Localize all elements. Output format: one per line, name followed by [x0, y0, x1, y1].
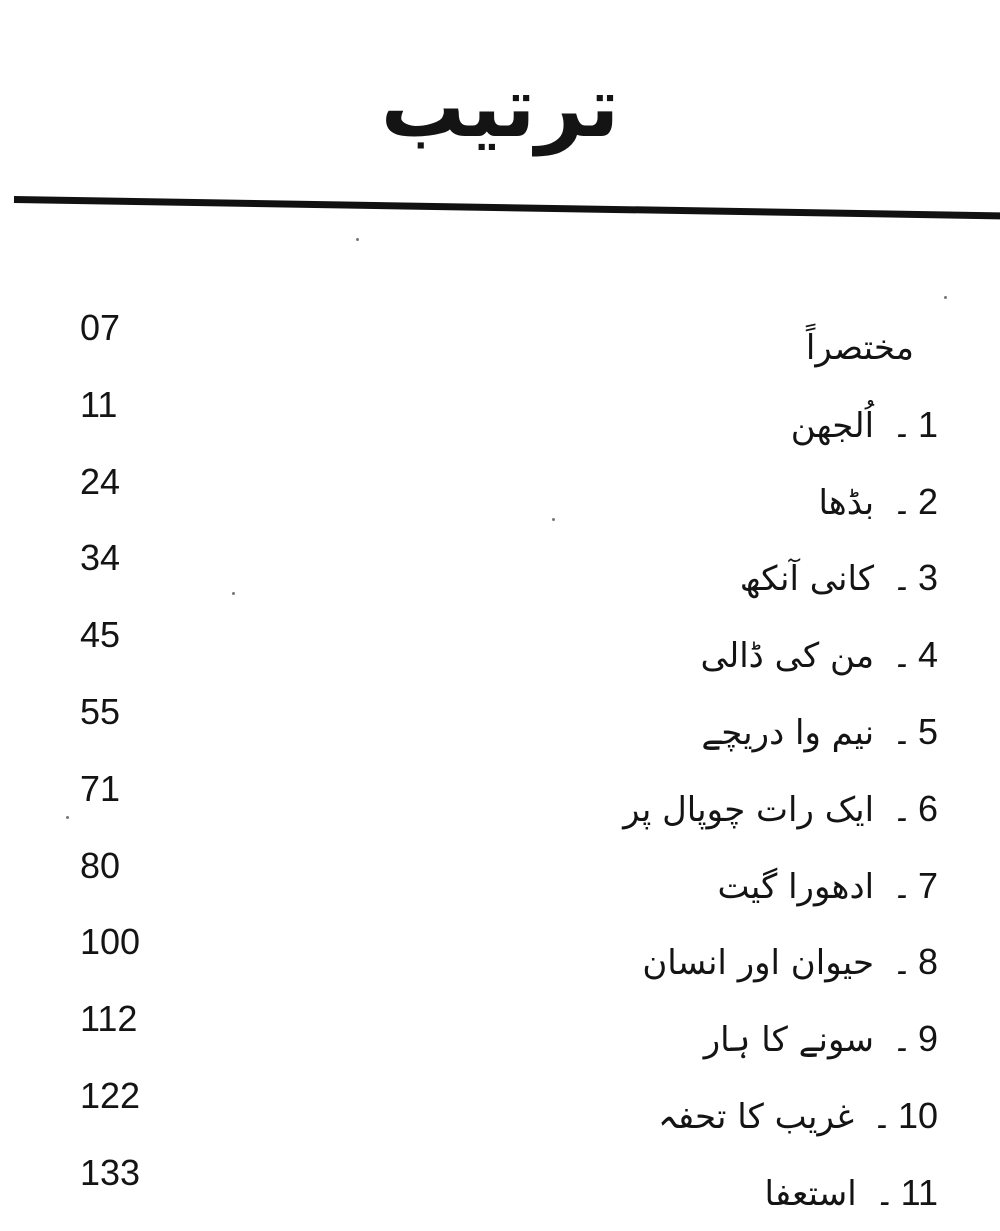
toc-entry-number: 5: [917, 710, 938, 752]
toc-entry: [806, 322, 938, 374]
toc-row: [0, 379, 1000, 456]
toc-entry-separator: ۔: [892, 1020, 912, 1061]
toc-entry-number: 9: [917, 1018, 938, 1060]
toc-entry-number: 3: [917, 557, 938, 599]
toc-entry-number: 2: [917, 480, 938, 522]
scan-speck: [232, 592, 235, 595]
toc-entry-title: استعفا: [764, 1173, 857, 1214]
toc-entry-separator: ۔: [892, 482, 912, 523]
toc-row: [0, 916, 1000, 993]
toc-row: [0, 456, 1000, 533]
toc-entry-separator: ۔: [872, 1096, 892, 1137]
scan-speck: [66, 816, 69, 819]
toc-entry-title: ایک رات چوپال پر: [623, 789, 875, 830]
toc-row: [0, 1147, 1000, 1224]
toc-entry-title: من کی ڈالی: [700, 636, 875, 677]
toc-entry: [765, 1167, 938, 1220]
toc-entry: [717, 860, 938, 913]
toc-entry: [701, 629, 938, 682]
scan-speck: [944, 296, 947, 299]
title-divider: [14, 196, 1000, 219]
toc-entry: [740, 552, 938, 605]
toc-entry-number: 8: [917, 941, 938, 983]
toc-row: [0, 686, 1000, 763]
toc-page-number: 71: [80, 767, 121, 809]
toc-entry-separator: ۔: [892, 712, 912, 753]
toc-page-number: 07: [80, 307, 121, 348]
toc-entry: [658, 1090, 938, 1143]
toc-entry: [704, 1013, 938, 1066]
toc-entry-number: 11: [900, 1171, 938, 1213]
toc-row: [0, 1070, 1000, 1147]
toc-page-number: 34: [80, 537, 121, 579]
toc-page-number: 100: [80, 921, 141, 963]
toc-entry-title: بڈھا: [818, 482, 875, 523]
toc-page-number: 24: [80, 460, 121, 502]
toc-page-number: 11: [80, 383, 118, 425]
toc-row: [0, 532, 1000, 609]
toc-entry-separator: ۔: [892, 636, 912, 677]
toc-entry-title: مختصراً: [805, 328, 914, 368]
toc-entry-separator: ۔: [892, 866, 912, 907]
toc-entry: [818, 476, 938, 529]
toc-entry-separator: ۔: [874, 1173, 895, 1214]
toc-row: [0, 609, 1000, 686]
toc-entry-title: ادھورا گیت: [717, 866, 875, 907]
toc-entry: [791, 399, 938, 452]
toc-entry-title: نیم وا دریچے: [701, 712, 875, 753]
toc-entry: [623, 783, 938, 836]
toc-entry-number: 1: [917, 403, 938, 445]
toc-page-number: 133: [80, 1151, 141, 1193]
toc-entry-number: 10: [897, 1094, 938, 1136]
toc-entry-number: 6: [917, 787, 938, 829]
toc-page-number: 80: [80, 844, 121, 886]
toc-entry-title: سونے کا ہار: [703, 1020, 875, 1061]
toc-page-number: 55: [80, 690, 121, 732]
toc-row: [0, 302, 1000, 379]
toc-page-number: 122: [80, 1074, 141, 1116]
toc-row: [0, 993, 1000, 1070]
toc-entry: [701, 706, 938, 759]
toc-entry-number: 4: [917, 634, 938, 676]
toc-row: [0, 840, 1000, 917]
table-of-contents: [0, 302, 1000, 1224]
page-title: ترتیب: [380, 58, 620, 156]
toc-row: [0, 763, 1000, 840]
toc-entry-number: 7: [917, 864, 938, 906]
toc-entry-title: غریب کا تحفہ: [657, 1096, 855, 1137]
toc-page-number: 45: [80, 614, 121, 656]
toc-entry-title: حیوان اور انسان: [642, 943, 875, 984]
toc-entry-title: اُلجھن: [790, 405, 875, 446]
toc-entry-separator: ۔: [892, 405, 912, 446]
toc-entry-separator: ۔: [892, 559, 912, 600]
scan-speck: [356, 238, 359, 241]
toc-entry-separator: ۔: [892, 789, 912, 830]
scan-speck: [552, 518, 555, 521]
toc-page-number: 112: [80, 998, 138, 1040]
toc-entry: [642, 936, 938, 989]
toc-entry-title: کانی آنکھ: [739, 559, 875, 600]
toc-entry-separator: ۔: [892, 943, 912, 984]
